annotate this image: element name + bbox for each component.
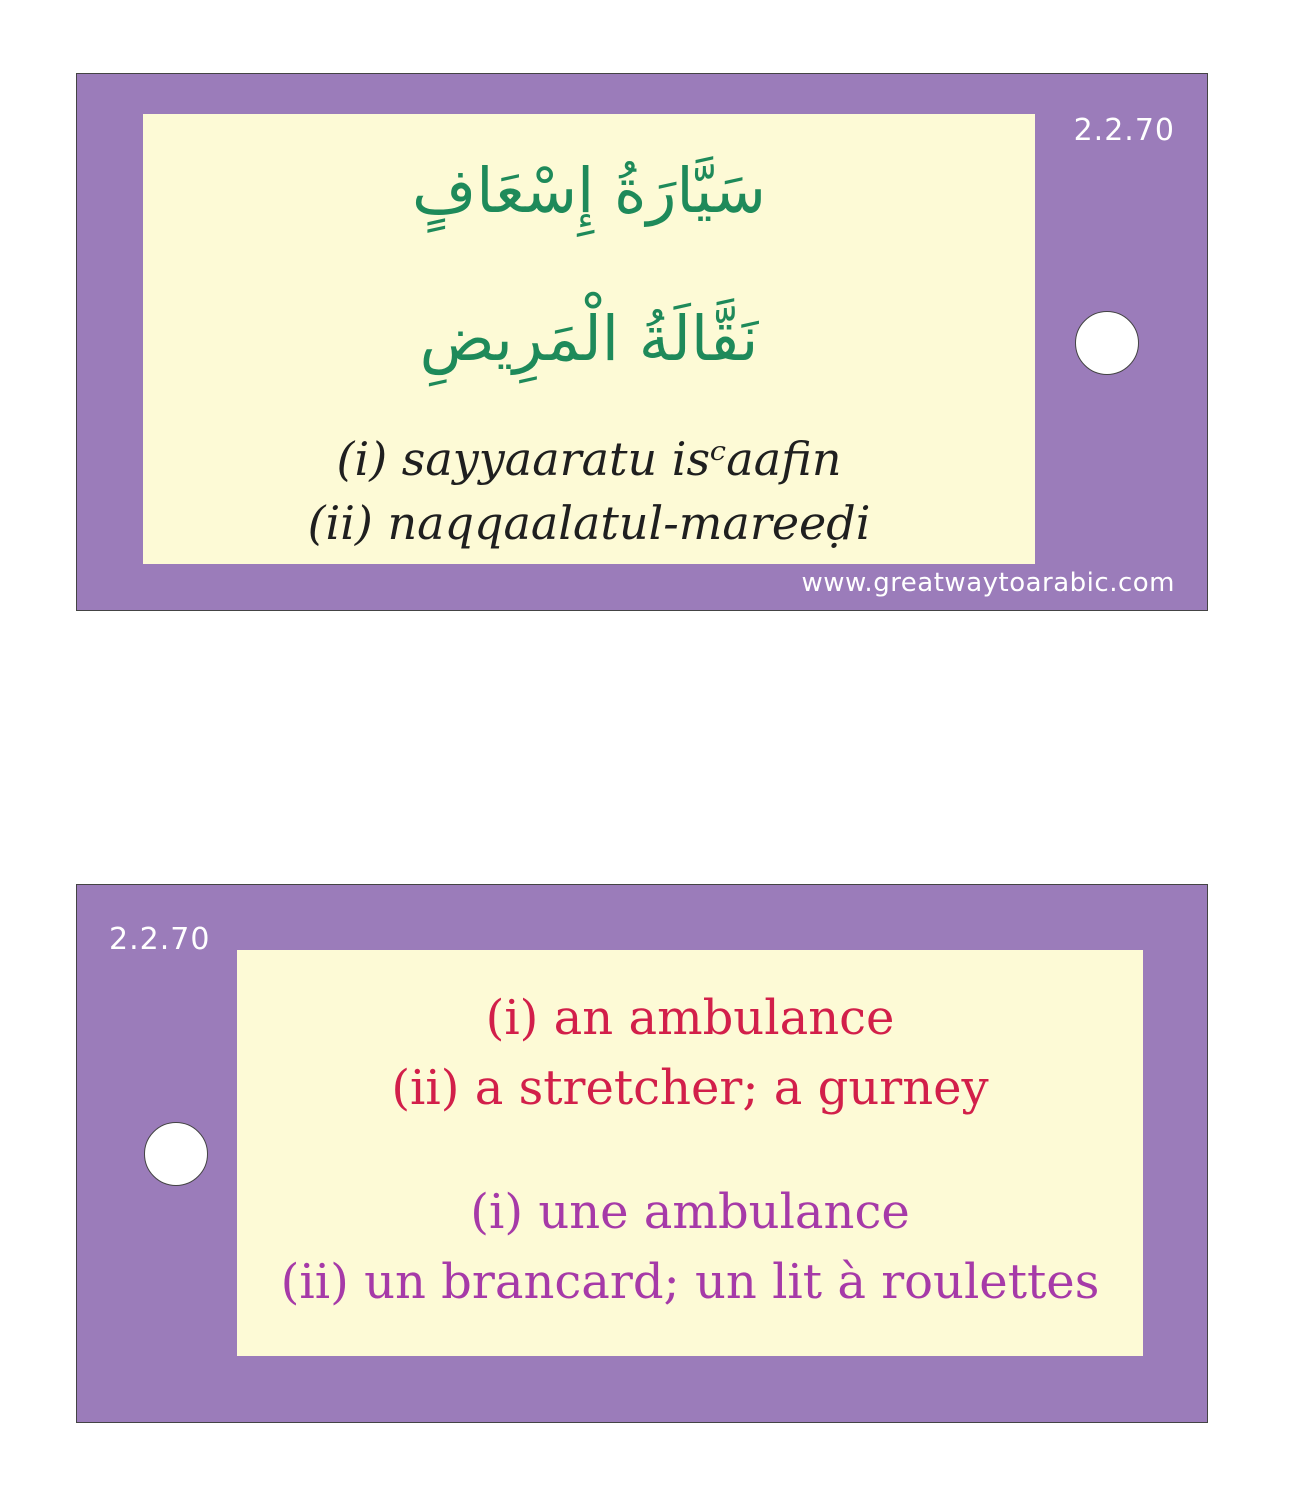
- punch-hole-back: [144, 1122, 208, 1186]
- back-card-id: 2.2.70: [109, 922, 211, 957]
- english-meaning-2: (ii) a stretcher; a gurney: [391, 1060, 989, 1116]
- transliteration-2: (ii) naqqaalatul-mareeḍi: [307, 496, 871, 550]
- back-text-panel: [237, 950, 1143, 1356]
- punch-hole-front: [1075, 311, 1139, 375]
- site-url: www.greatwaytoarabic.com: [801, 568, 1175, 598]
- flashcard-back: [76, 884, 1208, 1423]
- front-card-id: 2.2.70: [1073, 113, 1175, 148]
- french-meaning-1: (i) une ambulance: [470, 1184, 910, 1240]
- transliteration-1: (i) sayyaaratu isᶜaafin: [336, 432, 842, 486]
- french-meaning-2: (ii) un brancard; un lit à roulettes: [280, 1254, 1100, 1310]
- front-text-panel: [143, 114, 1035, 564]
- arabic-term-1: سَيَّارَةُ إِسْعَافٍ: [412, 154, 766, 227]
- flashcard-front: [76, 73, 1208, 611]
- arabic-term-2: نَقَّالَةُ الْمَرِيضِ: [419, 302, 759, 375]
- english-meaning-1: (i) an ambulance: [485, 990, 895, 1046]
